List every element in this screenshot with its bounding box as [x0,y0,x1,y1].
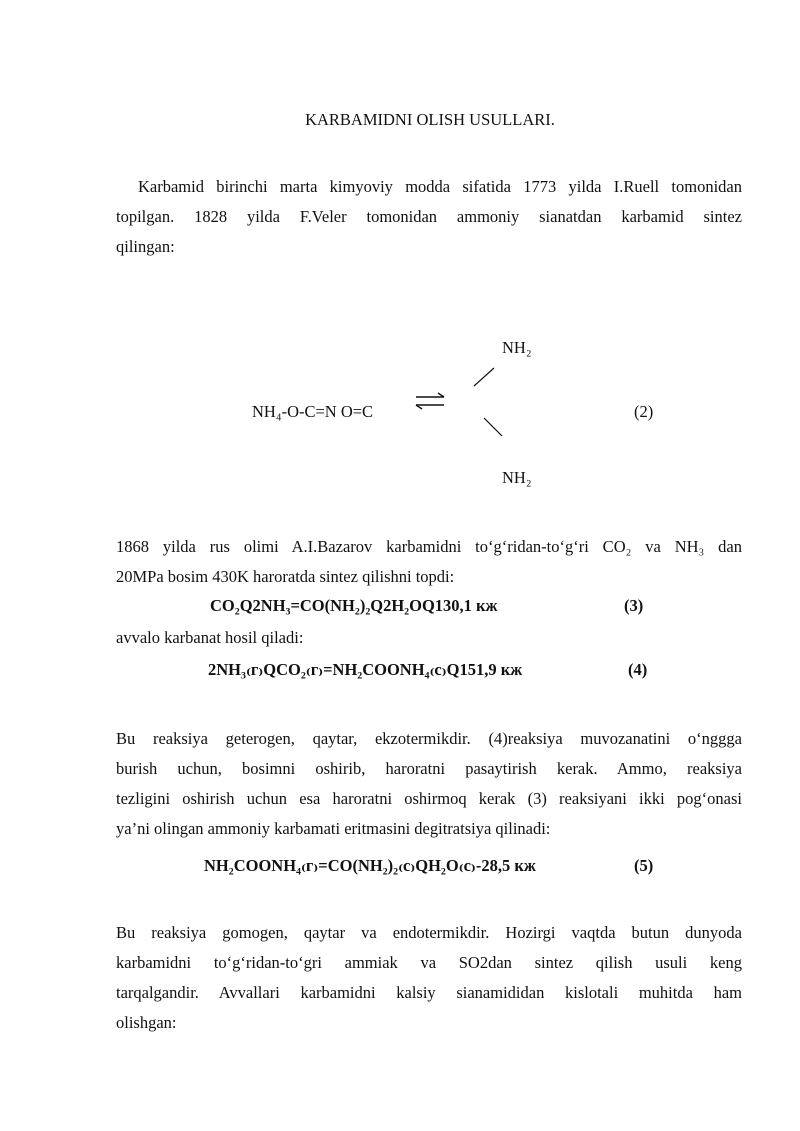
paragraph-reaction-1 [116,724,742,844]
between-text: avvalo karbanat hosil qiladi: [116,628,304,647]
equation-3-number: (3) [624,596,644,615]
equation-3: CO₂Q2NH₃=CO(NH₂)₂Q2H₂OQ130,1 кж [210,596,498,615]
paragraph-reaction-2 [116,918,742,1038]
paragraph-line: ya’ni olingan ammoniy karbamati eritmasini degitratsiya qilinadi: [116,819,551,838]
bond-line-up [472,366,496,388]
equilibrium-arrows-icon [414,392,446,410]
paragraph-line: Karbamid birinchi marta kimyoviy modda sifatida 1773 yilda I.Ruell tomonidan [138,177,742,196]
paragraph-line: burish uchun, bosimni oshirib, haroratni pasaytirish kerak. Ammo, reaksiya [116,759,742,778]
paragraph-intro [116,172,742,262]
paragraph-line: karbamidni to‘g‘ridan-to‘gri ammiak va SO2dan sintez qilish usuli keng [116,953,742,972]
paragraph-line: tezligini oshirish uchun esa haroratni oshirmoq kerak (3) reaksiyani ikki pog‘onasi [116,789,742,808]
page-title: KARBAMIDNI OLISH USULLARI. [305,110,555,129]
paragraph-line: olishgan: [116,1013,177,1032]
paragraph-line: Bu reaksiya gomogen, qaytar va endotermikdir. Hozirgi vaqtda butun dunyoda [116,923,742,942]
equation-5-number: (5) [634,856,654,875]
paragraph-line: qilingan: [116,237,175,256]
paragraph-bazarov [116,532,742,592]
scheme-left-formula: NH₄-O-C=N O=C [252,402,374,421]
paragraph-line: tarqalgandir. Avvallari karbamidni kalsiy sianamididan kislotali muhitda ham [116,983,742,1002]
bond-line-down [482,416,504,438]
paragraph-line: Bu reaksiya geterogen, qaytar, ekzotermikdir. (4)reaksiya muvozanatini o‘nggga [116,729,742,748]
equation-4: 2NH₃₍г₎QCO₂₍г₎=NH₂COONH₄₍с₎Q151,9 кж [208,660,523,679]
equation-5: NH₂COONH₄₍г₎=CO(NH₂)₂₍с₎QH₂O₍с₎-28,5 кж [204,856,536,875]
paragraph-line: 20MPa bosim 430K haroratda sintez qilishni topdi: [116,567,455,586]
equation-4-number: (4) [628,660,648,679]
scheme-top-group: NH₂ [502,338,532,357]
paragraph-line: topilgan. 1828 yilda F.Veler tomonidan ammoniy sianatdan karbamid sintez [116,207,742,226]
paragraph-line: 1868 yilda rus olimi A.I.Bazarov karbamidni to‘g‘ridan-to‘g‘ri CO₂ va NH₃ dan [116,537,742,556]
scheme-number: (2) [634,402,654,421]
scheme-bottom-group: NH₂ [502,468,532,487]
